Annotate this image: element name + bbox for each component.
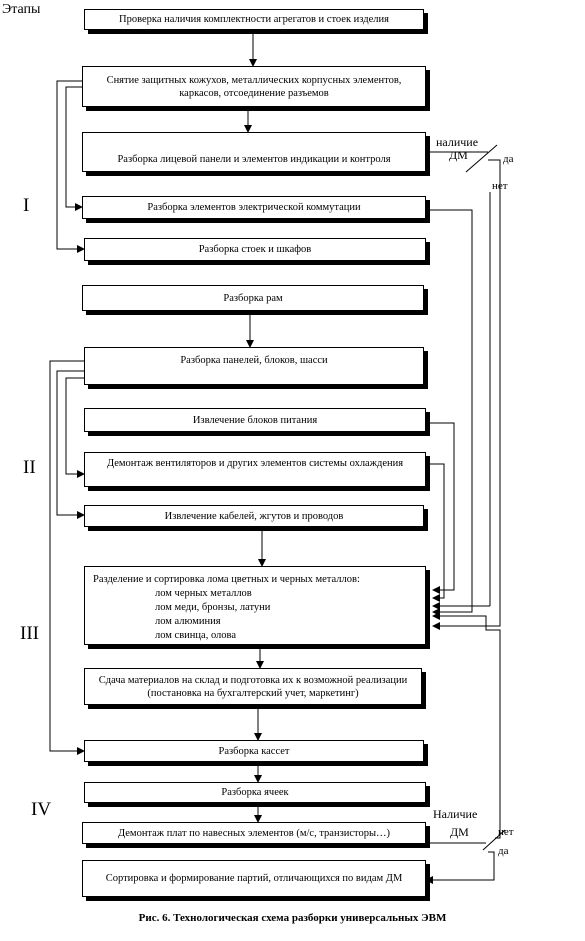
arrow-b2-b4 — [66, 87, 82, 207]
decision2-question-line1: Наличие — [433, 807, 478, 821]
decision1-yes-label: да — [503, 153, 514, 165]
decision2-question-line2: ДМ — [450, 825, 469, 839]
figure-caption: Рис. 6. Технологическая схема разборки универсальных ЭВМ — [138, 912, 447, 924]
arrow-b7-b10 — [57, 371, 84, 515]
step-cooling: Демонтаж вентиляторов и других элементов системы охлаждения — [84, 452, 426, 487]
step-racks-cabinets: Разборка стоек и шкафов — [84, 238, 426, 261]
step-electrical-switching: Разборка элементов электрической коммутации — [82, 196, 426, 219]
step-frames: Разборка рам — [82, 285, 424, 311]
stage-label-4: IV — [31, 799, 52, 820]
step-remove-covers: Снятие защитных кожухов, металлических корпусных элементов, каркасов, отсоединение разъемов — [82, 66, 426, 107]
stage-label-2: II — [23, 457, 36, 478]
step-sorting-metals — [84, 566, 426, 645]
sorting-item: лом свинца, олова — [155, 630, 237, 641]
decision1-switch — [466, 145, 497, 172]
sorting-header: Разделение и сортировка лома цветных и черных металлов: — [93, 574, 360, 585]
sorting-item: лом черных металлов — [155, 588, 252, 599]
step-board-components: Демонтаж плат по навесных элементов (м/с, транзисторы…) — [82, 822, 426, 844]
step-cassettes: Разборка кассет — [84, 740, 424, 762]
step-front-panel: Разборка лицевой панели и элементов индикации и контроля — [82, 132, 426, 172]
decision2-yes-label: да — [498, 845, 509, 857]
step-check-completeness: Проверка наличия комплектности агрегатов и стоек изделия — [84, 9, 424, 30]
step-cells: Разборка ячеек — [84, 782, 426, 803]
decision1-no-label: нет — [492, 180, 508, 192]
sorting-item: лом меди, бронзы, латуни — [155, 602, 271, 613]
arrow-b7-b13 — [50, 361, 84, 751]
step-warehouse: Сдача материалов на склад и подготовка их к возможной реализации (постановка на бухгалтерский учет, маркетинг) — [84, 668, 422, 705]
arrow-b9-b11 — [426, 464, 444, 598]
decision2-no-label: нет — [498, 826, 514, 838]
stage-label-3: III — [20, 623, 39, 644]
arrow-b7-b9 — [66, 378, 84, 474]
step-power-units: Извлечение блоков питания — [84, 408, 426, 432]
decision1-question-line1: наличие — [436, 135, 479, 149]
step-batch-forming: Сортировка и формирование партий, отличающихся по видам ДМ — [82, 860, 426, 897]
sorting-item: лом алюминия — [155, 616, 221, 627]
arrow-b4-b11 — [426, 210, 472, 612]
arrow-decision2-yes-b16 — [426, 852, 494, 880]
stages-heading: Этапы — [2, 2, 41, 17]
step-cables: Извлечение кабелей, жгутов и проводов — [84, 505, 424, 527]
arrow-b8-b11 — [426, 423, 454, 590]
step-panels-blocks: Разборка панелей, блоков, шасси — [84, 347, 424, 385]
stage-label-1: I — [23, 195, 30, 216]
decision2-no-branch — [433, 616, 500, 838]
decision1-question-line2: ДМ — [449, 148, 468, 162]
arrow-b2-b5 — [57, 81, 84, 249]
